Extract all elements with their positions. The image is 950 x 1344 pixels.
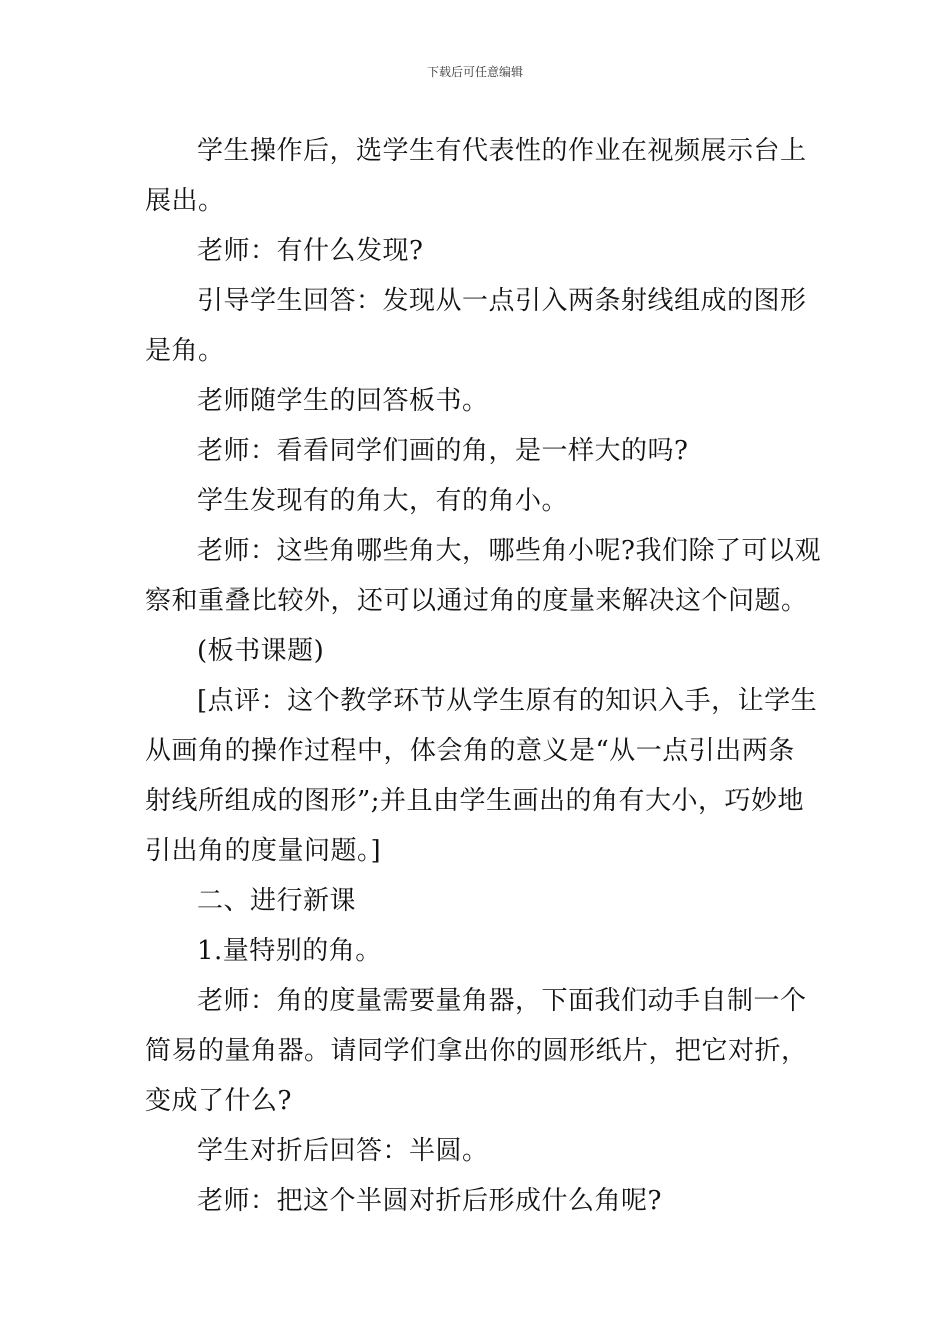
- paragraph-line: 引导学生回答：发现从一点引入两条射线组成的图形: [197, 286, 807, 316]
- paragraph-line: 老师：角的度量需要量角器，下面我们动手自制一个: [197, 986, 807, 1016]
- paragraph-line: [点评：这个教学环节从学生原有的知识入手，让学生: [197, 686, 818, 716]
- paragraph-line: 学生发现有的角大，有的角小。: [197, 486, 569, 516]
- section-heading: 二、进行新课: [197, 886, 357, 916]
- paragraph-line: 老师：有什么发现?: [197, 236, 424, 266]
- paragraph-line: 学生操作后，选学生有代表性的作业在视频展示台上: [197, 136, 807, 166]
- paragraph-line: 察和重叠比较外，还可以通过角的度量来解决这个问题。: [145, 586, 808, 616]
- paragraph-line: 变成了什么?: [145, 1086, 292, 1116]
- paragraph-line: 引出角的度量问题。]: [145, 836, 382, 866]
- paragraph-line: 从画角的操作过程中，体会角的意义是“从一点引出两条: [145, 736, 795, 766]
- paragraph-line: 学生对折后回答：半圆。: [197, 1136, 489, 1166]
- paragraph-line: 老师随学生的回答板书。: [197, 386, 489, 416]
- document-body: [145, 126, 821, 1226]
- paragraph-line: 老师：把这个半圆对折后形成什么角呢?: [197, 1186, 662, 1216]
- paragraph-line: 是角。: [145, 336, 225, 366]
- paragraph-line: 简易的量角器。请同学们拿出你的圆形纸片，把它对折，: [145, 1036, 808, 1066]
- paragraph-line: 射线所组成的图形”;并且由学生画出的角有大小，巧妙地: [145, 786, 805, 816]
- paragraph-line: 老师：看看同学们画的角，是一样大的吗?: [197, 436, 689, 466]
- page-header-note: 下载后可任意编辑: [426, 65, 523, 79]
- paragraph-line: (板书课题): [197, 636, 325, 666]
- paragraph-line: 老师：这些角哪些角大，哪些角小呢?我们除了可以观: [197, 536, 821, 566]
- subsection-heading: 1.量特别的角。: [197, 936, 382, 966]
- paragraph-line: 展出。: [145, 186, 225, 216]
